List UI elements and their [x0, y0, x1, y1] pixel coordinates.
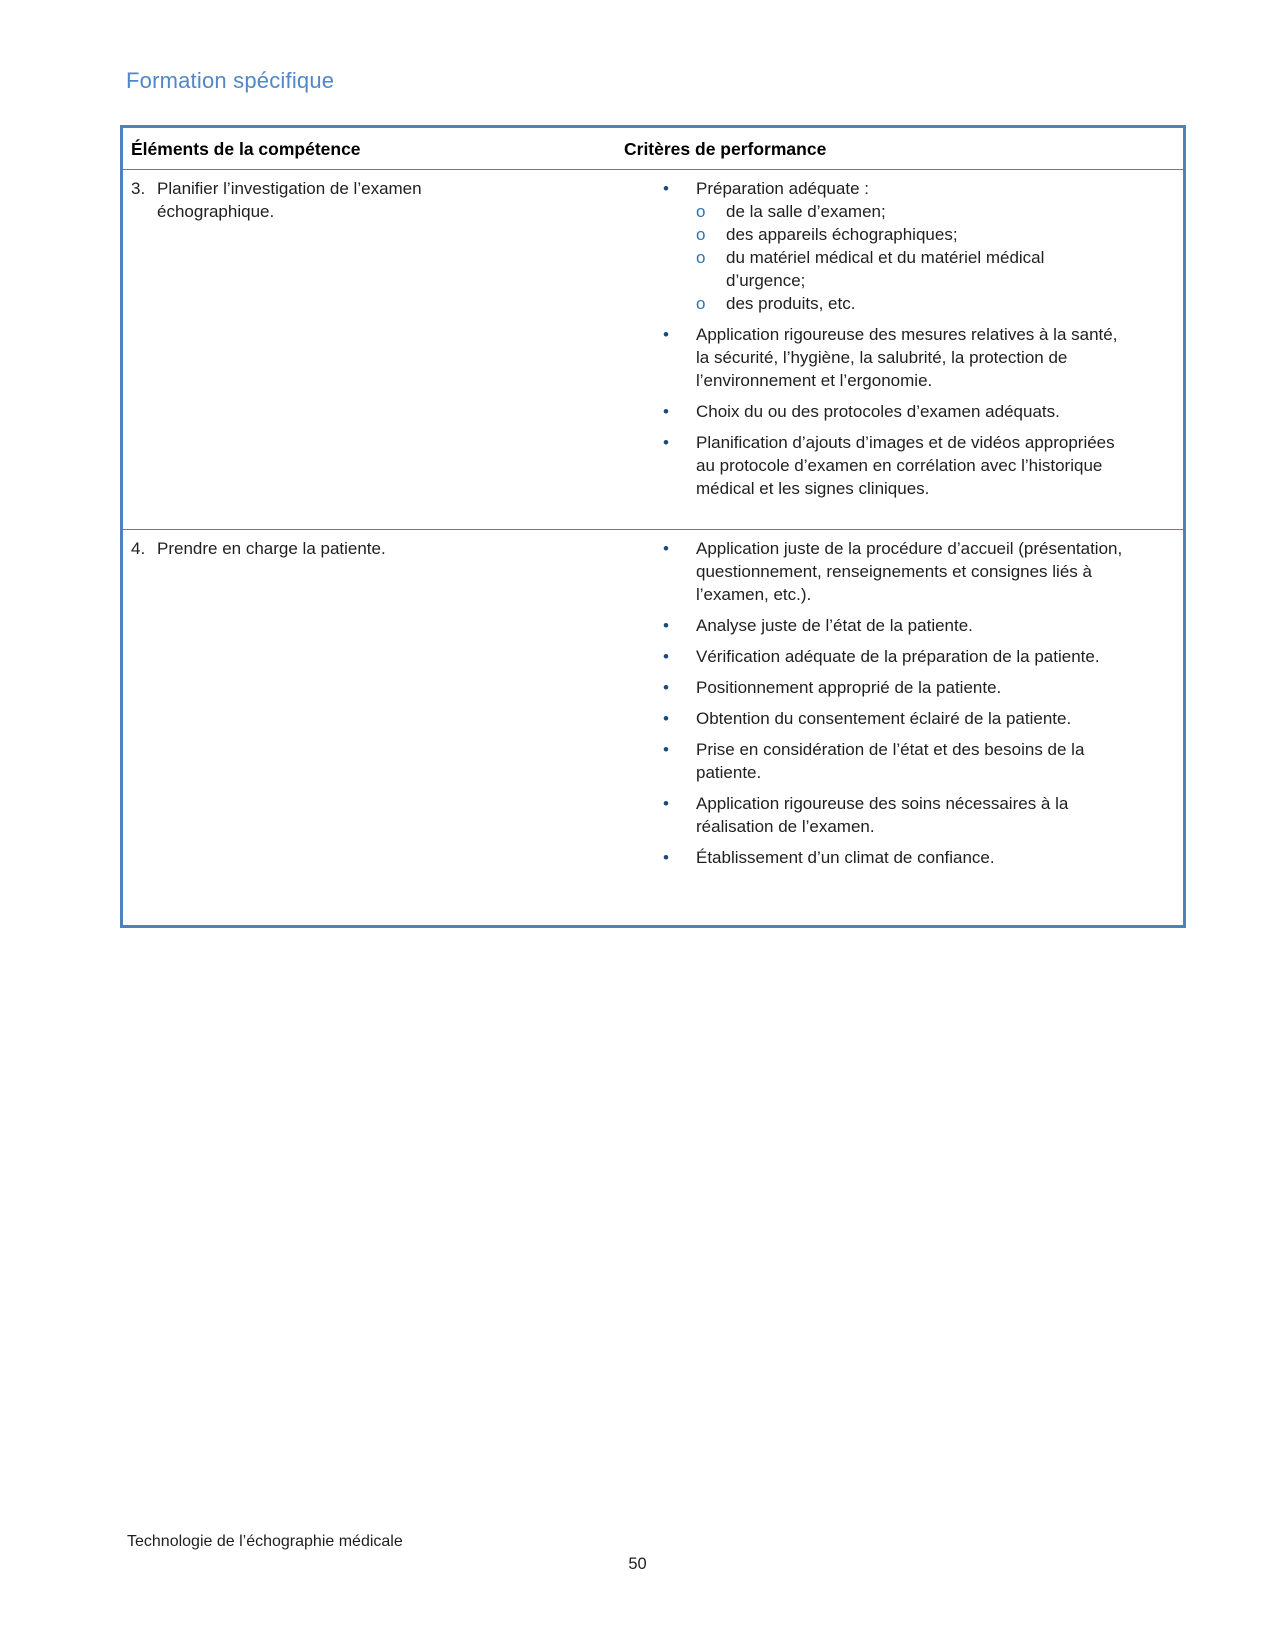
bullet-icon: •: [663, 539, 669, 558]
bullet-line: [616, 614, 1175, 637]
circle-marker-icon: o: [696, 248, 706, 267]
criterion: [616, 177, 1175, 315]
table-body: [122, 170, 1185, 927]
bullet-line: [616, 676, 1175, 699]
item-number: 4.: [131, 539, 146, 558]
sub-bullet-line: [696, 223, 1175, 246]
circle-marker-icon: o: [696, 225, 706, 244]
criterion-text: Vérification adéquate de la préparation de la patiente.: [696, 647, 1100, 666]
column-header-elements: Éléments de la compétence: [122, 127, 617, 170]
table-header-row: [122, 127, 1185, 170]
criterion-text: Analyse juste de l’état de la patiente.: [696, 616, 973, 635]
bullet-icon: •: [663, 179, 669, 198]
bullet-icon: •: [663, 325, 669, 344]
criterion: [616, 707, 1175, 730]
bullet-line: [616, 400, 1175, 423]
bullet-icon: •: [663, 616, 669, 635]
bullet-icon: •: [663, 740, 669, 759]
bullet-line: [616, 177, 1175, 200]
criterion-text: Positionnement approprié de la patiente.: [696, 678, 1002, 697]
criterion-text: Obtention du consentement éclairé de la patiente.: [696, 709, 1072, 728]
circle-marker-icon: o: [696, 202, 706, 221]
section-heading: Formation spécifique: [126, 68, 335, 93]
bullet-line: [616, 707, 1175, 730]
sub-criterion-text: de la salle d’examen;: [726, 202, 886, 221]
bullet-icon: •: [663, 402, 669, 421]
criterion: [616, 738, 1175, 784]
bullet-icon: •: [663, 794, 669, 813]
column-header-criteria: Critères de performance: [616, 127, 1185, 170]
criterion-text: Choix du ou des protocoles d’examen adéquats.: [696, 402, 1060, 421]
item-text: Prendre en charge la patiente.: [157, 539, 386, 558]
bullet-line: [616, 323, 1175, 392]
criterion-text: Application juste de la procédure d’accueil (présentation, questionnement, renseignements et consignes liés à l’examen, etc.).: [696, 539, 1123, 604]
item-number: 3.: [131, 179, 146, 198]
sub-criterion-text: des appareils échographiques;: [726, 225, 958, 244]
competency-table: [120, 125, 1186, 928]
criterion-text: Préparation adéquate :: [696, 179, 869, 198]
sub-bullet-line: [696, 292, 1175, 315]
criterion: [616, 792, 1175, 838]
footer-document-title: Technologie de l’échographie médicale: [127, 1533, 403, 1550]
criterion: [616, 676, 1175, 699]
bullet-line: [616, 846, 1175, 869]
table-row: [122, 170, 1185, 530]
criterion: [616, 323, 1175, 392]
criterion-text: Établissement d’un climat de confiance.: [696, 848, 995, 867]
criterion: [616, 537, 1175, 606]
criterion-text: Prise en considération de l’état et des besoins de la patiente.: [696, 740, 1085, 782]
criterion-text: Application rigoureuse des soins nécessaires à la réalisation de l’examen.: [696, 794, 1069, 836]
bullet-icon: •: [663, 647, 669, 666]
criterion: [616, 614, 1175, 637]
sub-criterion-text: du matériel médical et du matériel médical d’urgence;: [726, 248, 1045, 290]
bullet-line: [616, 792, 1175, 838]
element-cell: [122, 530, 617, 927]
table-header: [122, 127, 1185, 170]
criterion: [616, 846, 1175, 869]
bullet-line: [616, 738, 1175, 784]
bullet-line: [616, 537, 1175, 606]
criteria-cell: [616, 170, 1185, 530]
page-number: 50: [628, 1555, 647, 1573]
sub-list: [616, 200, 1175, 315]
criterion: [616, 431, 1175, 500]
criterion: [616, 645, 1175, 668]
table-row: [122, 530, 1185, 927]
criterion-text: Application rigoureuse des mesures relatives à la santé, la sécurité, l’hygiène, la salubrité, la protection de l’environnement et l’ergonomie.: [696, 325, 1118, 390]
bullet-icon: •: [663, 433, 669, 452]
circle-marker-icon: o: [696, 294, 706, 313]
bullet-icon: •: [663, 848, 669, 867]
sub-bullet-line: [696, 200, 1175, 223]
bullet-line: [616, 431, 1175, 500]
bullet-icon: •: [663, 678, 669, 697]
sub-criterion-text: des produits, etc.: [726, 294, 856, 313]
criterion-text: Planification d’ajouts d’images et de vidéos appropriées au protocole d’examen en corrélation avec l’historique médical et les signes cliniques.: [696, 433, 1115, 498]
competency-item: [131, 177, 606, 223]
item-text: Planifier l’investigation de l’examen échographique.: [157, 179, 422, 221]
sub-bullet-line: [696, 246, 1175, 292]
bullet-line: [616, 645, 1175, 668]
competency-item: [131, 537, 606, 560]
criterion: [616, 400, 1175, 423]
bullet-icon: •: [663, 709, 669, 728]
criteria-cell: [616, 530, 1185, 927]
element-cell: [122, 170, 617, 530]
